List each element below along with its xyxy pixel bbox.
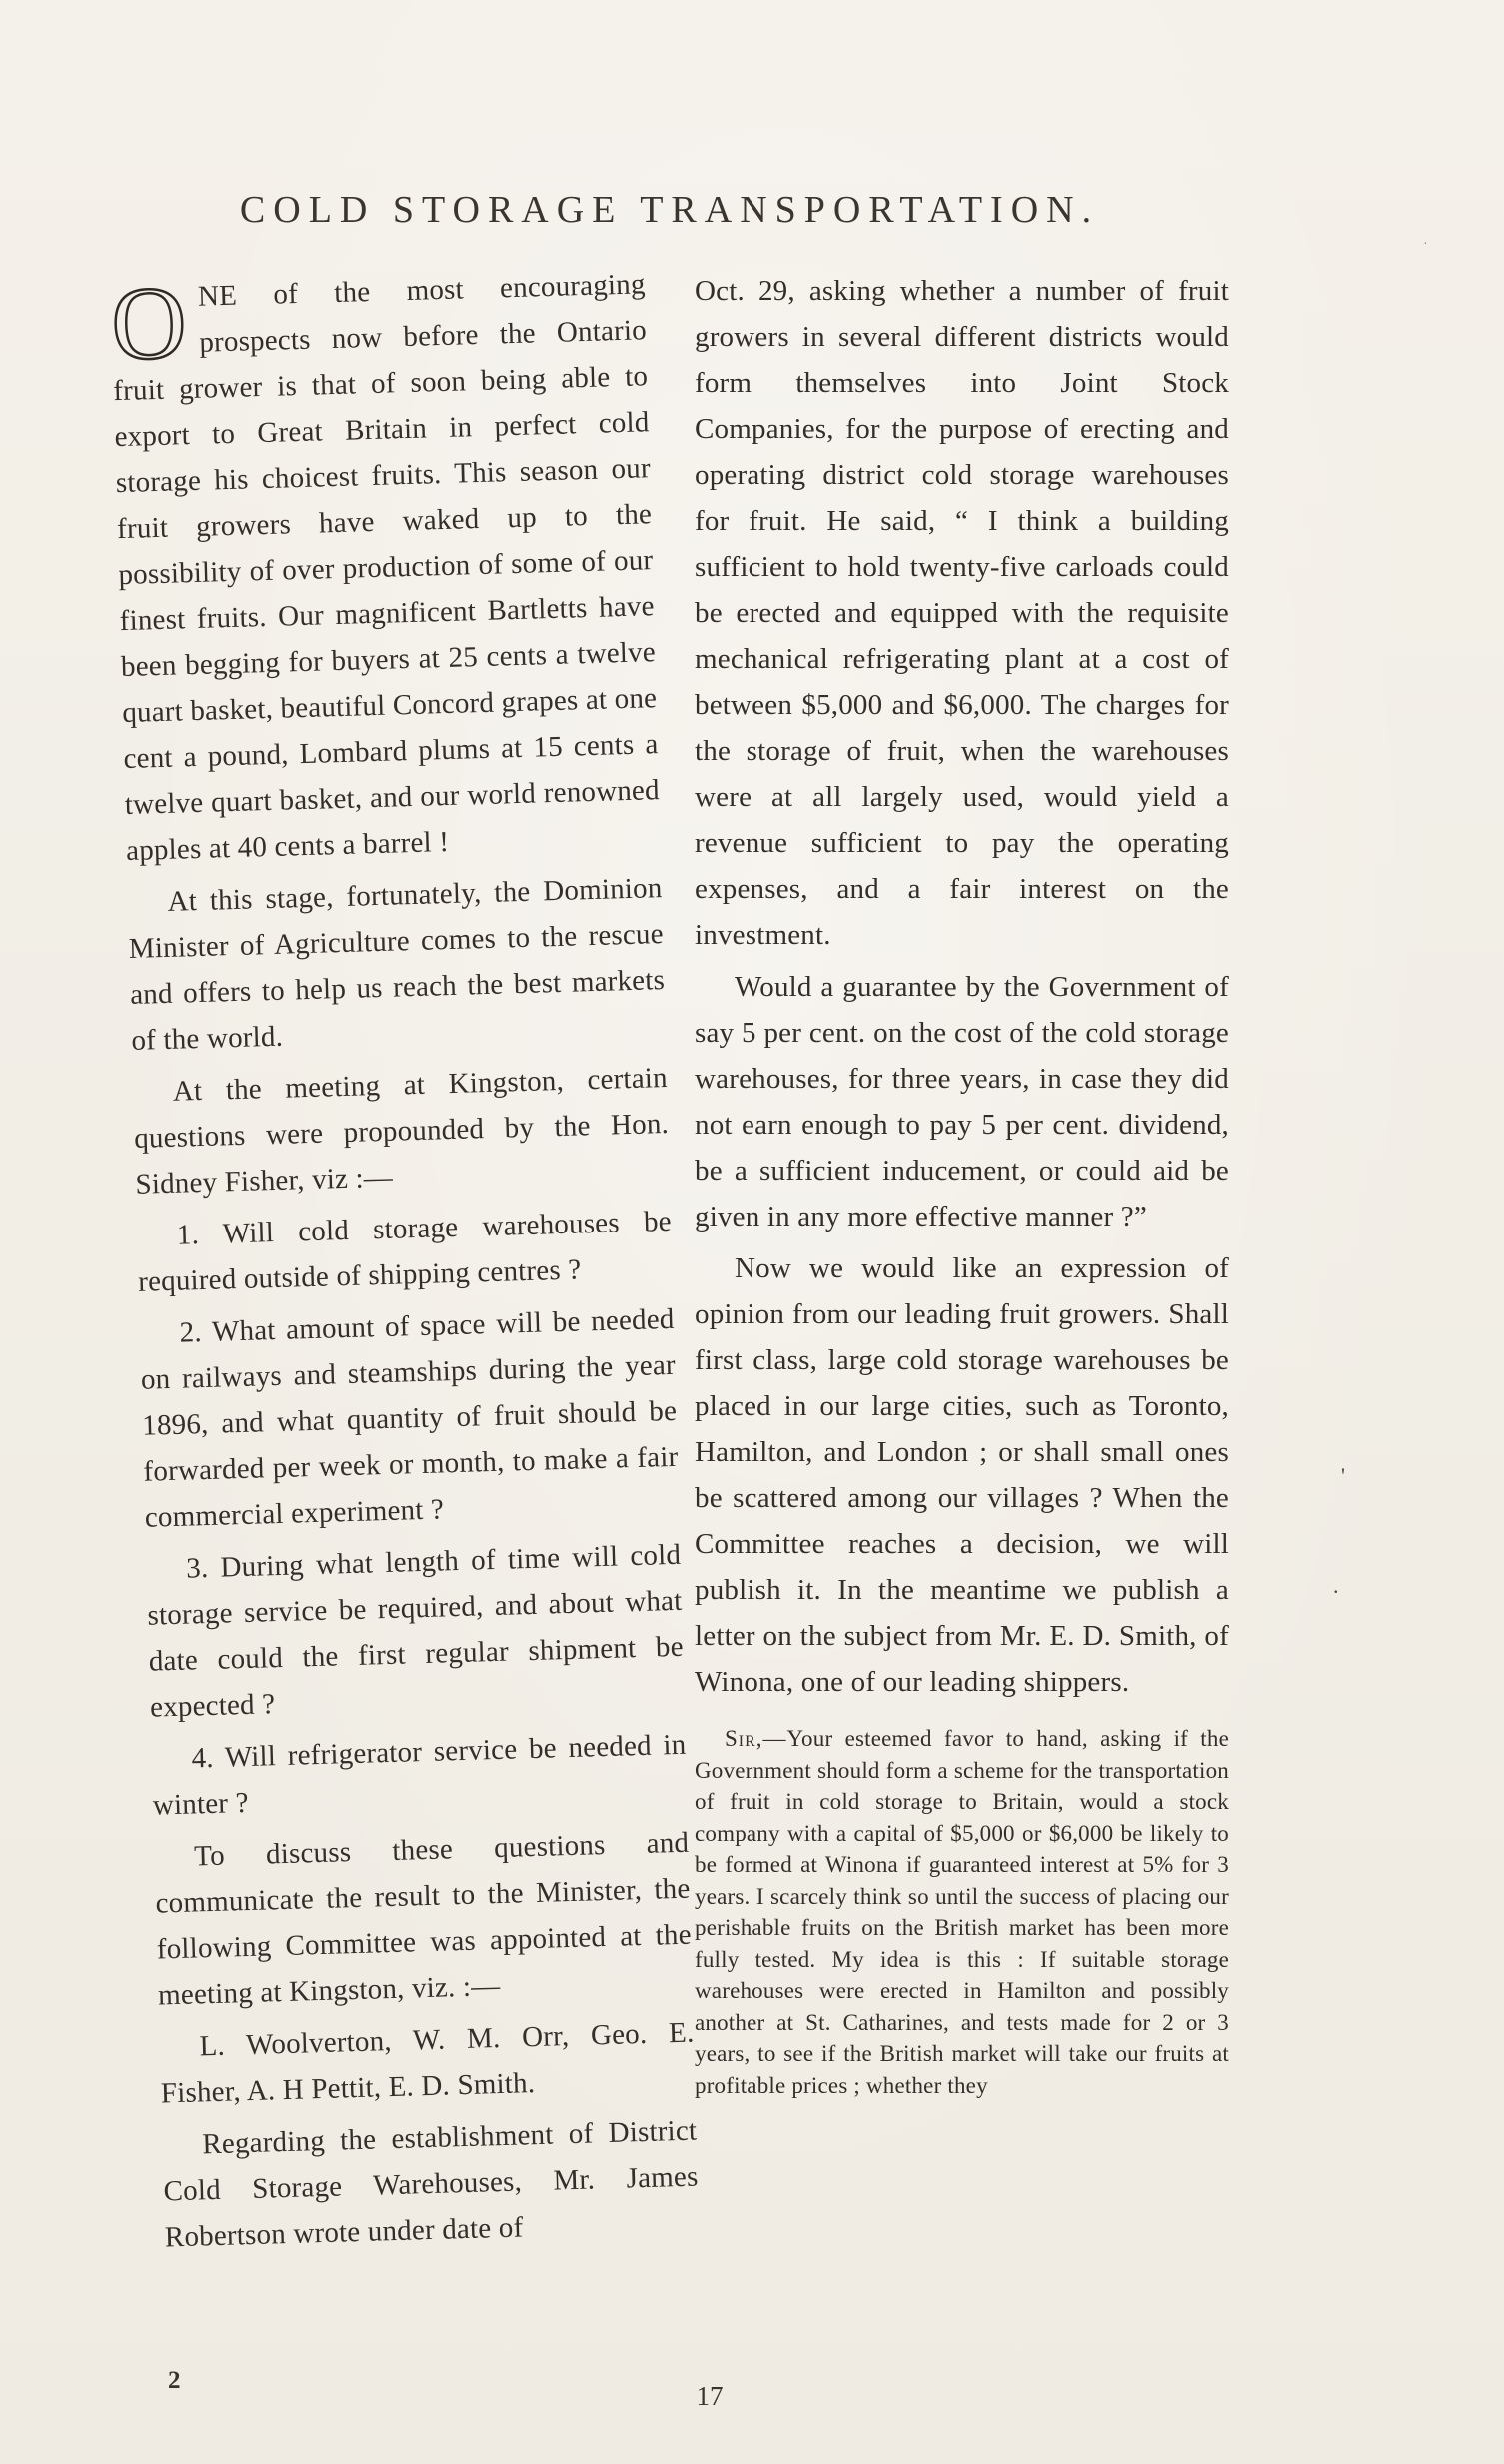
letter-paragraph — [695, 1723, 1229, 2101]
scan-speck: ' — [1341, 1463, 1345, 1488]
signature-mark: 2 — [168, 2367, 181, 2394]
paragraph: At this stage, fortunately, the Dominion Minister of Agriculture comes to the rescue and offers to help us reach the best markets of the world. — [128, 872, 666, 1057]
committee-names: L. Woolverton, W. M. Orr, Geo. E. Fisher, A. H Pettit, E. D. Smith. — [160, 2016, 695, 2110]
text-columns — [109, 265, 1229, 2254]
left-column — [110, 261, 700, 2260]
paragraph: To discuss these questions and communicate the result to the Minister, the following Committee was appointed at the meeting at Kingston, viz. :— — [155, 1826, 693, 2012]
drop-cap: O — [109, 265, 189, 383]
paragraph: Now we would like an expression of opinion from our leading fruit growers. Shall first class, large cold storage warehouses be placed in our large cities, such as Toronto, Hamilton, and London ; or shall small ones be scattered among our villages ? When the Committee reaches a decision, we will publish it. In the meantime we publish a letter on the subject from Mr. E. D. Smith, of Winona, one of our leading shippers. — [695, 1252, 1229, 1698]
scan-speck: . — [1333, 1573, 1339, 1598]
quoted-letter — [695, 1723, 1229, 2101]
paragraph-continuation: Oct. 29, asking whether a number of fruit growers in several different districts would form themselves into Joint Stock Companies, for the purpose of erecting and operating district cold storage warehouses for fruit. He said, “ I think a building sufficient to hold twenty-five carloads could be erected and equipped with the requisite mechanical refrigerating plant at a cost of between $5,000 and $6,000. The charges for the storage of fruit, when the warehouses were at all largely used, would yield a revenue sufficient to pay the operating expenses, and a fair interest on the investment. — [695, 275, 1229, 951]
question-item-1: 1. Will cold storage warehouses be required outside of shipping centres ? — [137, 1205, 673, 1298]
question-item-3: 3. During what length of time will cold storage service be required, and about what date could the first regular shipment be expected ? — [147, 1538, 685, 1724]
paragraph: Would a guarantee by the Government of say 5 per cent. on the cost of the cold storage warehouses, for three years, in case they did not earn enough to pay 5 per cent. dividend, be a sufficient inducement, or could aid be given in any more effective manner ?” — [695, 971, 1229, 1232]
letter-body: Your esteemed favor to hand, asking if the Government should form a scheme for the transportation of fruit in cold storage to Britain, would a stock company with a capital of $5,000 or $6,000 be likely to be formed at Winona if guaranteed interest at 5% for 3 years. I scarcely think so until the success of placing our perishable fruits on the British market has been more fully tested. My idea is this : If suitable storage warehouses were erected in Hamilton and possibly another at St. Catharines, and tests made for 2 or 3 years, to see if the British market will take our fruits at profitable prices ; whether they — [695, 1726, 1229, 2098]
paragraph: Regarding the establishment of District Cold Storage Warehouses, Mr. James Robertson wrote under date of — [163, 2114, 699, 2254]
page-number: 17 — [696, 2381, 724, 2411]
right-column — [695, 268, 1229, 2253]
paragraph-opening — [110, 261, 661, 874]
letter-salutation: Sir,— — [725, 1726, 787, 1751]
paragraph-text: NE of the most encouraging prospects now before the Ontario fruit grower is that of soon being able to export to Great Britain in perfect cold storage his choicest fruits. This season our fruit growers have waked up to the possibility of over production of some of our finest fruits. Our magnificent Bartletts have been begging for buyers at 25 cents a twelve quart basket, beautiful Concord grapes at one cent a pound, Lombard plums at 15 cents a twelve quart basket, and our world renowned apples at 40 cents a barrel ! — [112, 268, 661, 867]
page-title: COLD STORAGE TRANSPORTATION. — [239, 189, 1100, 231]
paragraph: At the meeting at Kingston, certain questions were propounded by the Hon. Sidney Fisher, viz :— — [133, 1061, 670, 1201]
scan-speck: · — [1423, 237, 1428, 252]
question-item-4: 4. Will refrigerator service be needed in winter ? — [152, 1728, 687, 1822]
question-item-2: 2. What amount of space will be needed on railways and steamships during the year 1896, and what quantity of fruit should be forwarded per week or month, to make a fair commercial experiment ? — [140, 1302, 679, 1534]
